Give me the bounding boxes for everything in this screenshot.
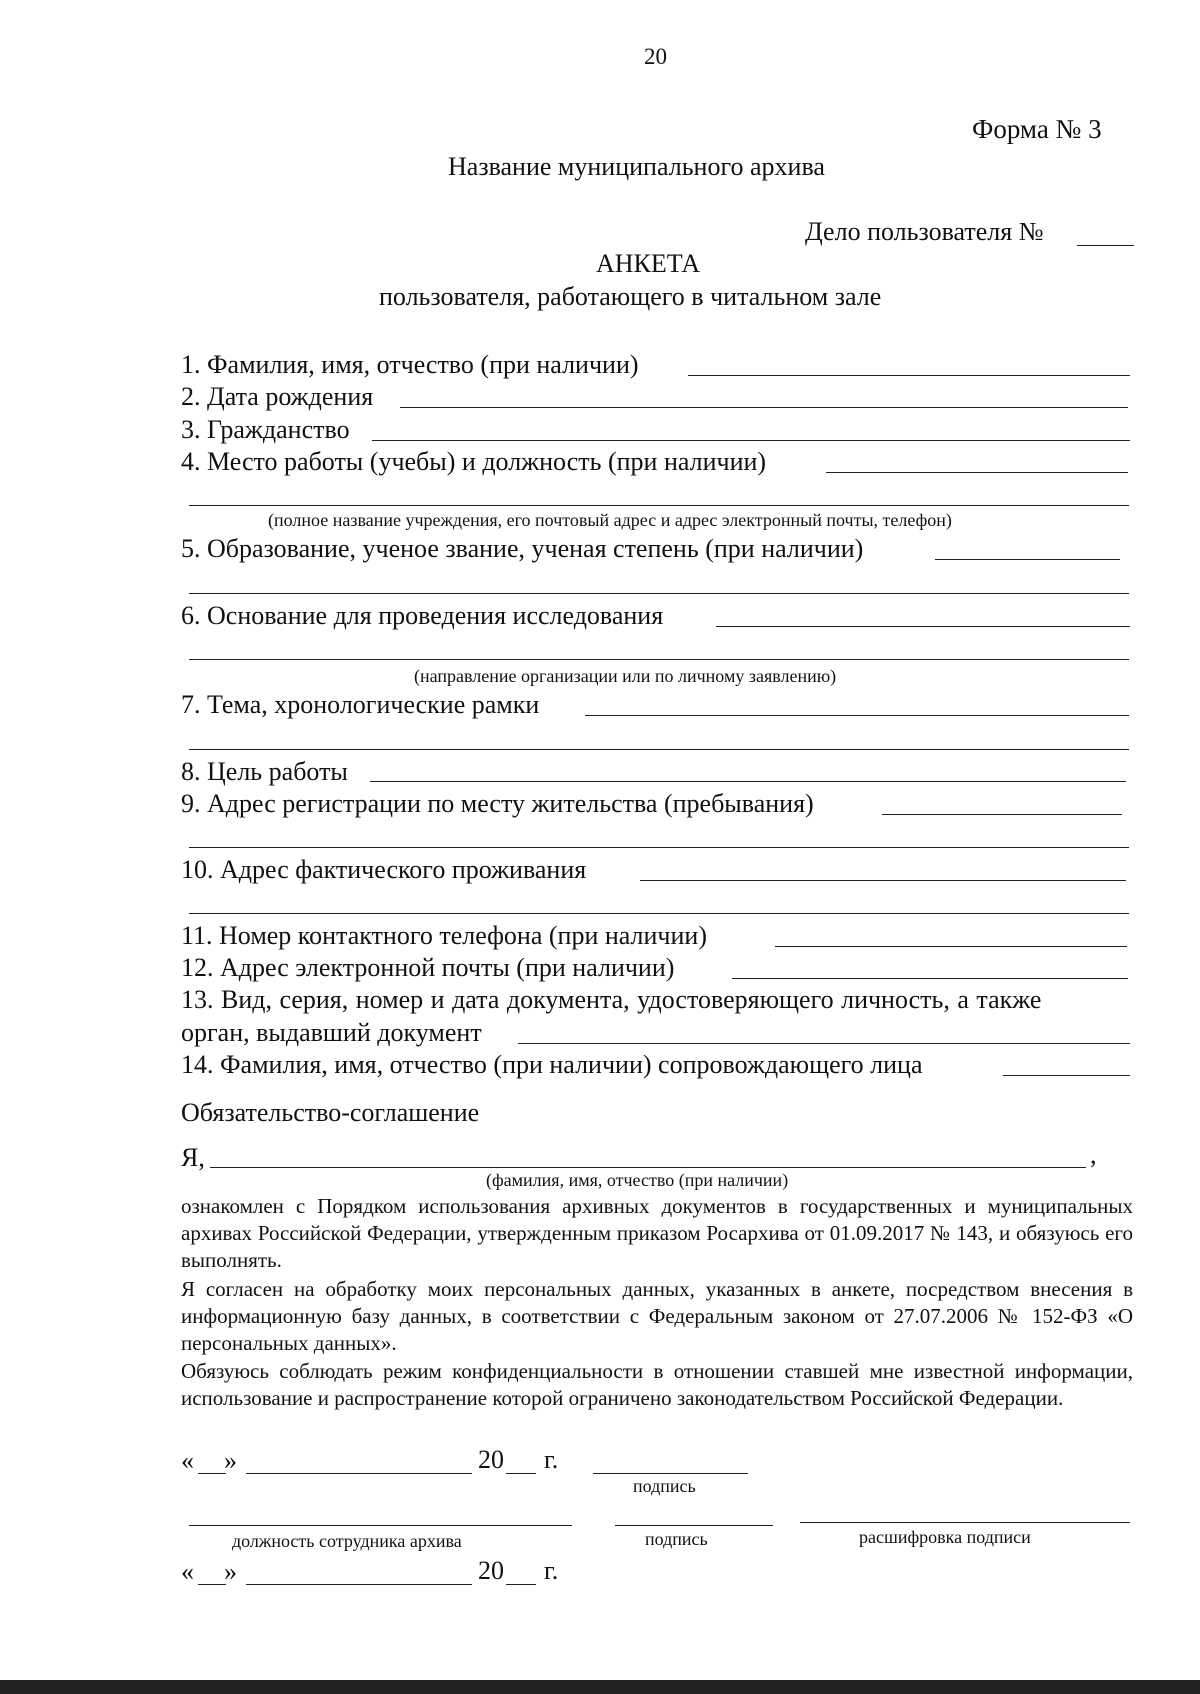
agreement-heading: Обязательство-соглашение — [181, 1098, 480, 1127]
field-12-label: 12. Адрес электронной почты (при наличии) — [181, 953, 675, 982]
field-5-input-line[interactable] — [935, 559, 1120, 560]
field-3-input-line[interactable] — [372, 440, 1130, 441]
page-number: 20 — [644, 44, 667, 69]
staff-date-day-line[interactable] — [198, 1584, 226, 1585]
archive-name: Название муниципального архива — [448, 152, 825, 181]
field-14-input-line[interactable] — [1003, 1075, 1130, 1076]
field-13-label-cont: орган, выдавший документ — [181, 1018, 482, 1047]
user-signature-line[interactable] — [593, 1473, 748, 1474]
field-3-label: 3. Гражданство — [181, 415, 350, 444]
field-12-input-line[interactable] — [732, 978, 1128, 979]
date-quote-open: « — [181, 1446, 194, 1475]
agreement-paragraph-1: ознакомлен с Порядком использования архивных документов в государственных и муниципальных архивах Российской Федерации, утвержденным приказом Росархива от 01.09.2017 № 143, и обязуюсь его выполнять. — [181, 1194, 1133, 1272]
form-subtitle: пользователя, работающего в читальном зале — [379, 282, 882, 311]
field-7-input-line-2[interactable] — [189, 749, 1129, 750]
field-8-label: 8. Цель работы — [181, 757, 348, 786]
field-4-input-line[interactable] — [826, 472, 1128, 473]
field-11-input-line[interactable] — [775, 946, 1127, 947]
date-year-line[interactable] — [506, 1473, 536, 1474]
field-7-input-line[interactable] — [585, 715, 1129, 716]
field-9-input-line-2[interactable] — [189, 847, 1129, 848]
field-13-label: 13. Вид, серия, номер и дата документа, удостоверяющего личность, а также — [181, 985, 1042, 1014]
agreement-ya: Я, — [181, 1143, 205, 1172]
field-2-label: 2. Дата рождения — [181, 382, 374, 411]
case-number-line[interactable] — [1077, 245, 1134, 246]
field-2-input-line[interactable] — [400, 407, 1128, 408]
staff-position-line[interactable] — [189, 1525, 572, 1526]
field-1-input-line[interactable] — [688, 375, 1130, 376]
staff-date-year-line[interactable] — [506, 1584, 536, 1585]
field-10-input-line-2[interactable] — [189, 913, 1129, 914]
field-1-label: 1. Фамилия, имя, отчество (при наличии) — [181, 350, 639, 379]
field-9-label: 9. Адрес регистрации по месту жительства (пребывания) — [181, 789, 814, 818]
staff-signature-label: подпись — [645, 1529, 708, 1549]
agreement-comma: , — [1090, 1140, 1097, 1169]
case-label: Дело пользователя № — [805, 217, 1044, 246]
date-year-suffix: г. — [544, 1445, 559, 1474]
agreement-paragraph-2: Я согласен на обработку моих персональных данных, указанных в анкете, посредством внесения в информационную базу данных, в соответствии с Федеральным законом от 27.07.2006 № 152-ФЗ «О персональных данных». — [181, 1277, 1133, 1355]
agreement-name-hint: (фамилия, имя, отчество (при наличии) — [486, 1170, 789, 1190]
staff-date-month-line[interactable] — [246, 1584, 472, 1585]
date-month-line[interactable] — [246, 1473, 472, 1474]
date-year-prefix: 20 — [478, 1445, 504, 1474]
field-11-label: 11. Номер контактного телефона (при наличии) — [181, 921, 707, 950]
field-10-input-line[interactable] — [640, 880, 1126, 881]
field-6-input-line[interactable] — [716, 626, 1130, 627]
staff-date-year-suffix: г. — [544, 1556, 559, 1585]
staff-decode-line[interactable] — [800, 1522, 1130, 1523]
staff-date-year-prefix: 20 — [478, 1556, 504, 1585]
field-6-hint: (направление организации или по личному заявлению) — [414, 666, 837, 686]
field-9-input-line[interactable] — [882, 814, 1122, 815]
field-8-input-line[interactable] — [370, 781, 1126, 782]
agreement-paragraph-3: Обязуюсь соблюдать режим конфиденциальности в отношении ставшей мне известной информации, использование и распространение которой ограничено законодательством Российской Федерации. — [181, 1359, 1133, 1410]
staff-date-quote-close: » — [224, 1557, 237, 1586]
field-7-label: 7. Тема, хронологические рамки — [181, 690, 540, 719]
field-5-label: 5. Образование, ученое звание, ученая степень (при наличии) — [181, 534, 864, 563]
field-13-input-line[interactable] — [518, 1043, 1130, 1044]
field-14-label: 14. Фамилия, имя, отчество (при наличии) сопровождающего лица — [181, 1050, 923, 1079]
staff-signature-line[interactable] — [615, 1525, 773, 1526]
user-signature-label: подпись — [633, 1476, 696, 1496]
field-6-input-line-2[interactable] — [189, 659, 1129, 660]
field-4-hint: (полное название учреждения, его почтовый адрес и адрес электронный почты, телефон) — [268, 510, 952, 530]
form-number: Форма № 3 — [972, 114, 1102, 144]
date-day-line[interactable] — [198, 1473, 226, 1474]
field-4-label: 4. Место работы (учебы) и должность (при наличии) — [181, 447, 767, 476]
field-6-label: 6. Основание для проведения исследования — [181, 601, 664, 630]
staff-date-quote-open: « — [181, 1557, 194, 1586]
staff-position-label: должность сотрудника архива — [232, 1531, 462, 1551]
form-title: АНКЕТА — [596, 249, 701, 278]
scan-bottom-edge — [0, 1680, 1200, 1694]
date-quote-close: » — [224, 1446, 237, 1475]
field-5-input-line-2[interactable] — [189, 593, 1129, 594]
agreement-name-line[interactable] — [210, 1167, 1086, 1168]
field-4-input-line-2[interactable] — [189, 505, 1129, 506]
staff-decode-label: расшифровка подписи — [859, 1527, 1031, 1547]
field-10-label: 10. Адрес фактического проживания — [181, 855, 587, 884]
